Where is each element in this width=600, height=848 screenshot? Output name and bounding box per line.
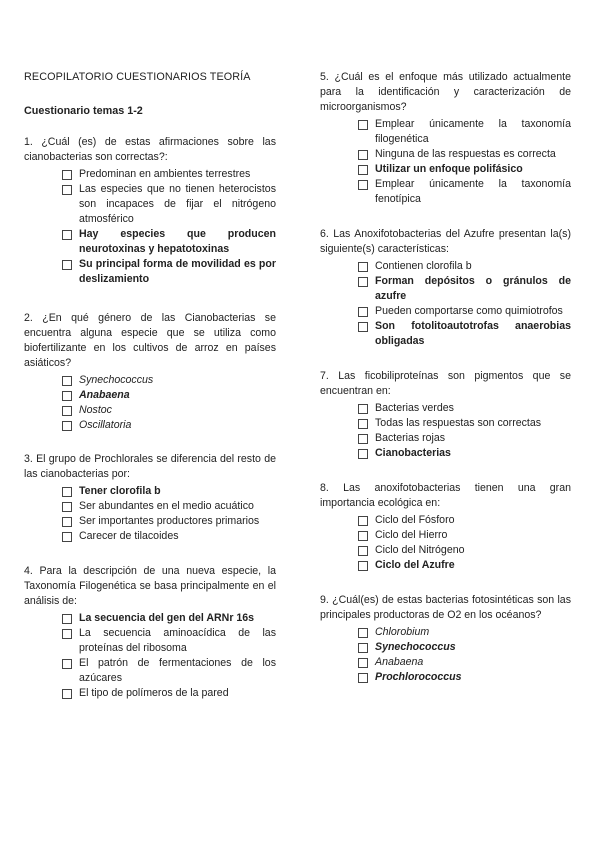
question-text: 6. Las Anoxifotobacterias del Azufre presentan la(s) siguiente(s) características:	[320, 228, 571, 255]
answer-option-label: El patrón de fermentaciones de los azúcares	[79, 657, 276, 684]
answer-option[interactable]	[358, 558, 571, 573]
answer-option[interactable]	[358, 655, 571, 670]
question-block	[24, 311, 276, 433]
answer-option[interactable]	[358, 670, 571, 685]
checkbox-icon[interactable]	[358, 404, 368, 414]
section-title: Cuestionario temas 1-2	[24, 105, 143, 117]
answer-option[interactable]	[358, 625, 571, 640]
checkbox-icon[interactable]	[358, 322, 368, 332]
checkbox-icon[interactable]	[358, 531, 368, 541]
question-block	[24, 135, 276, 287]
answer-option-label: Predominan en ambientes terrestres	[79, 168, 251, 180]
answer-option[interactable]	[62, 418, 276, 433]
answer-option-label: Anabaena	[79, 389, 130, 401]
question-block	[320, 481, 571, 573]
checkbox-icon[interactable]	[62, 614, 72, 624]
question-text: 3. El grupo de Prochlorales se diferencia del resto de las cianobacterias por:	[24, 453, 276, 480]
answer-option-label: Las especies que no tienen heterocistos son incapaces de fijar el nitrógeno atmosférico	[79, 183, 276, 225]
answer-option-label: Ser importantes productores primarios	[79, 515, 260, 527]
question-block	[320, 369, 571, 461]
checkbox-icon[interactable]	[358, 307, 368, 317]
checkbox-icon[interactable]	[358, 516, 368, 526]
checkbox-icon[interactable]	[62, 260, 72, 270]
answer-option-label: Prochlorococcus	[375, 671, 462, 683]
answer-options	[24, 611, 276, 701]
answer-options	[320, 117, 571, 207]
checkbox-icon[interactable]	[62, 170, 72, 180]
answer-option-label: Tener clorofila b	[79, 485, 161, 497]
answer-option[interactable]	[358, 528, 571, 543]
answer-option-label: Synechococcus	[375, 641, 456, 653]
answer-options	[320, 625, 571, 685]
checkbox-icon[interactable]	[358, 658, 368, 668]
checkbox-icon[interactable]	[62, 391, 72, 401]
answer-option[interactable]	[62, 403, 276, 418]
checkbox-icon[interactable]	[62, 376, 72, 386]
answer-option[interactable]	[62, 182, 276, 227]
question-text: 4. Para la descripción de una nueva especie, la Taxonomía Filogenética se basa principalmente en el análisis de:	[24, 565, 276, 607]
answer-option-label: Ninguna de las respuestas es correcta	[375, 148, 556, 160]
question-block	[24, 564, 276, 701]
answer-options	[24, 484, 276, 544]
checkbox-icon[interactable]	[62, 502, 72, 512]
answer-option-label: Ciclo del Nitrógeno	[375, 544, 465, 556]
checkbox-icon[interactable]	[358, 277, 368, 287]
answer-option[interactable]	[358, 513, 571, 528]
checkbox-icon[interactable]	[358, 419, 368, 429]
checkbox-icon[interactable]	[62, 689, 72, 699]
answer-option-label: Chlorobium	[375, 626, 430, 638]
answer-option[interactable]	[62, 388, 276, 403]
question-text: 9. ¿Cuál(es) de estas bacterias fotosintéticas son las principales productoras de O2 en los océanos?	[320, 594, 571, 621]
checkbox-icon[interactable]	[358, 449, 368, 459]
answer-option-label: Son fotolitoautotrofas anaerobias obligadas	[375, 320, 571, 347]
answer-option[interactable]	[62, 227, 276, 257]
answer-option-label: Ciclo del Hierro	[375, 529, 448, 541]
question-text: 2. ¿En qué género de las Cianobacterias se encuentra alguna especie que se utiliza como biofertilizante en los cultivos de arroz en países asiáticos?	[24, 312, 276, 369]
answer-option[interactable]	[358, 543, 571, 558]
answer-option[interactable]	[358, 147, 571, 162]
answer-option-label: Carecer de tilacoides	[79, 530, 179, 542]
answer-options	[24, 373, 276, 433]
checkbox-icon[interactable]	[358, 262, 368, 272]
answer-option[interactable]	[358, 274, 571, 304]
question-text: 8. Las anoxifotobacterias tienen una gran importancia ecológica en:	[320, 482, 571, 509]
answer-option[interactable]	[358, 640, 571, 655]
left-column	[24, 70, 276, 701]
answer-option-label: Emplear únicamente la taxonomía fenotípica	[375, 178, 571, 205]
answer-options	[24, 167, 276, 287]
answer-option[interactable]	[358, 259, 571, 274]
answer-option[interactable]	[358, 177, 571, 207]
checkbox-icon[interactable]	[62, 230, 72, 240]
checkbox-icon[interactable]	[358, 180, 368, 190]
checkbox-icon[interactable]	[358, 150, 368, 160]
answer-option-label: Bacterias verdes	[375, 402, 454, 414]
answer-option-label: Todas las respuestas son correctas	[375, 417, 542, 429]
checkbox-icon[interactable]	[62, 406, 72, 416]
answer-option-label: Utilizar un enfoque polifásico	[375, 163, 523, 175]
checkbox-icon[interactable]	[62, 517, 72, 527]
answer-option[interactable]	[62, 484, 276, 499]
checkbox-icon[interactable]	[62, 629, 72, 639]
answer-option-label: La secuencia aminoacídica de las proteínas del ribosoma	[79, 627, 276, 654]
question-block	[320, 227, 571, 349]
answer-option[interactable]	[358, 319, 571, 349]
checkbox-icon[interactable]	[358, 561, 368, 571]
answer-option-label: Bacterias rojas	[375, 432, 446, 444]
answer-option-label: Forman depósitos o gránulos de azufre	[375, 275, 571, 302]
right-column	[320, 70, 571, 685]
answer-option[interactable]	[62, 499, 276, 514]
checkbox-icon[interactable]	[62, 487, 72, 497]
checkbox-icon[interactable]	[358, 120, 368, 130]
answer-option-label: Nostoc	[79, 404, 112, 416]
answer-option[interactable]	[358, 162, 571, 177]
checkbox-icon[interactable]	[62, 659, 72, 669]
answer-option-label: Su principal forma de movilidad es por deslizamiento	[79, 258, 276, 285]
answer-option-label: Hay especies que producen neurotoxinas y hepatotoxinas	[79, 228, 276, 255]
answer-options	[320, 401, 571, 461]
checkbox-icon[interactable]	[358, 643, 368, 653]
question-text: 1. ¿Cuál (es) de estas afirmaciones sobre las cianobacterias son correctas?:	[24, 136, 276, 163]
answer-option-label: Ciclo del Fósforo	[375, 514, 455, 526]
answer-option[interactable]	[62, 686, 276, 701]
question-block	[320, 70, 571, 207]
answer-option-label: Anabaena	[375, 656, 424, 668]
checkbox-icon[interactable]	[358, 673, 368, 683]
answer-option-label: El tipo de polímeros de la pared	[79, 687, 229, 699]
checkbox-icon[interactable]	[358, 546, 368, 556]
question-text: 7. Las ficobiliproteínas son pigmentos que se encuentran en:	[320, 370, 571, 397]
answer-option[interactable]	[358, 416, 571, 431]
answer-option[interactable]	[62, 514, 276, 529]
checkbox-icon[interactable]	[358, 434, 368, 444]
question-block	[24, 452, 276, 544]
answer-option-label: Emplear únicamente la taxonomía filogenética	[375, 118, 571, 145]
answer-option-label: Contienen clorofila b	[375, 260, 472, 272]
answer-option[interactable]	[62, 656, 276, 686]
answer-options	[320, 513, 571, 573]
answer-option[interactable]	[358, 401, 571, 416]
answer-option[interactable]	[62, 257, 276, 287]
answer-option[interactable]	[358, 431, 571, 446]
answer-option[interactable]	[62, 167, 276, 182]
answer-option[interactable]	[62, 611, 276, 626]
answer-option-label: Cianobacterias	[375, 447, 451, 459]
answer-options	[320, 259, 571, 349]
question-block	[320, 593, 571, 685]
answer-option[interactable]	[358, 117, 571, 147]
answer-option-label: La secuencia del gen del ARNr 16s	[79, 612, 255, 624]
left-question-list	[24, 135, 276, 701]
answer-option-label: Ciclo del Azufre	[375, 559, 455, 571]
right-question-list	[320, 70, 571, 685]
answer-option-label: Synechococcus	[79, 374, 154, 386]
checkbox-icon[interactable]	[62, 185, 72, 195]
answer-option-label: Pueden comportarse como quimiotrofos	[375, 305, 563, 317]
answer-option[interactable]	[358, 304, 571, 319]
answer-option[interactable]	[62, 529, 276, 544]
checkbox-icon[interactable]	[62, 532, 72, 542]
answer-option-label: Ser abundantes en el medio acuático	[79, 500, 254, 512]
document-title: RECOPILATORIO CUESTIONARIOS TEORÍA	[24, 71, 251, 83]
answer-option[interactable]	[358, 446, 571, 461]
answer-option-label: Oscillatoria	[79, 419, 132, 431]
checkbox-icon[interactable]	[358, 165, 368, 175]
checkbox-icon[interactable]	[62, 421, 72, 431]
answer-option[interactable]	[62, 373, 276, 388]
checkbox-icon[interactable]	[358, 628, 368, 638]
answer-option[interactable]	[62, 626, 276, 656]
question-text: 5. ¿Cuál es el enfoque más utilizado actualmente para la identificación y caracterización de microorganismos?	[320, 71, 571, 113]
